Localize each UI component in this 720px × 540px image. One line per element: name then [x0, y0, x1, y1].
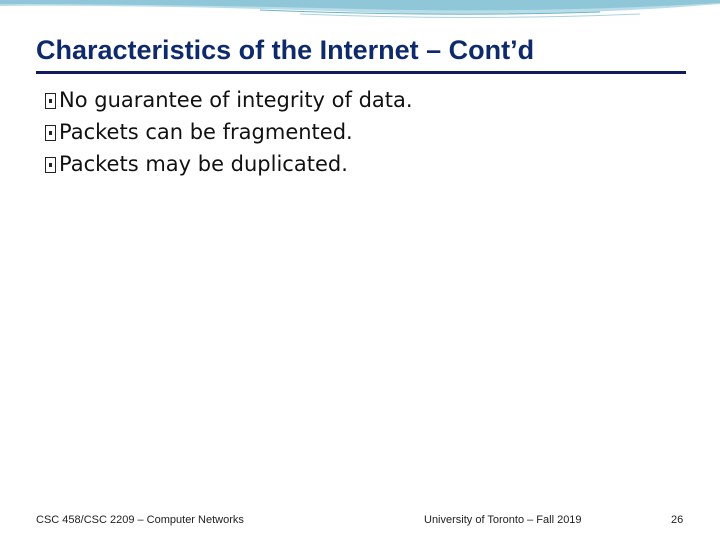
top-wave-decoration [0, 0, 720, 24]
bullet-icon [45, 157, 56, 173]
footer-course: CSC 458/CSC 2209 – Computer Networks [36, 514, 244, 526]
bullet-icon [45, 125, 56, 141]
footer-institution: University of Toronto – Fall 2019 [424, 514, 582, 526]
bullet-item [45, 116, 413, 148]
bullet-icon [45, 93, 56, 109]
bullet-item [45, 148, 413, 180]
bullet-text: Packets may be duplicated. [59, 152, 348, 176]
bullet-item [45, 84, 413, 116]
bullet-text: Packets can be fragmented. [59, 120, 353, 144]
bullet-text: No guarantee of integrity of data. [59, 88, 413, 112]
title-underline [36, 71, 686, 74]
bullet-list [45, 84, 413, 180]
slide-title: Characteristics of the Internet – Cont’d [36, 35, 535, 65]
footer-page-number: 26 [671, 514, 684, 526]
